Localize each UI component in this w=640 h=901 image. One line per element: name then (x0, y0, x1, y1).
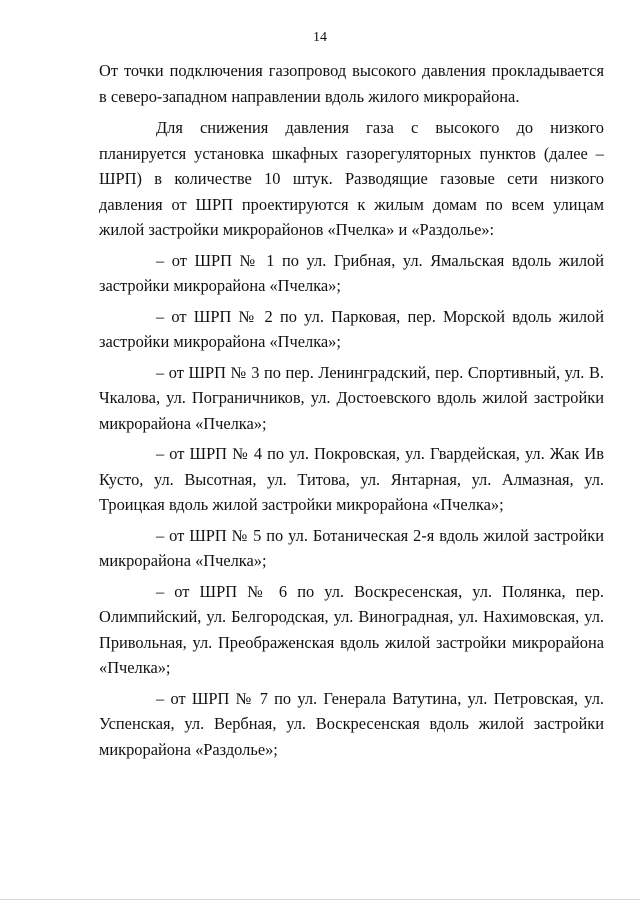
page-number: 14 (313, 30, 327, 45)
document-body (99, 58, 604, 762)
list-item-shrp-5: – от ШРП № 5 по ул. Ботаническая 2-я вдоль жилой застройки микрорайона «Пчелка»; (99, 525, 604, 570)
list-item-shrp-4: – от ШРП № 4 по ул. Покровская, ул. Гвардейская, ул. Жак Ив Кусто, ул. Высотная, ул. Титова, ул. Янтарная, ул. Алмазная, ул. Троицкая вдоль жилой застройки микрорайона «Пчелка»; (99, 444, 604, 514)
list-item-shrp-1: – от ШРП № 1 по ул. Грибная, ул. Ямальская вдоль жилой застройки микрорайона «Пчелка»; (99, 250, 604, 295)
list-item-shrp-6: – от ШРП № 6 по ул. Воскресенская, ул. Полянка, пер. Олимпийский, ул. Белгородская, ул. Виноградная, ул. Нахимовская, ул. Привольная, ул. Преображенская вдоль жилой застройки микрорайона «Пчелка»; (99, 581, 604, 677)
paragraph-pressure-reduction: Для снижения давления газа с высокого до низкого планируется установка шкафных газорегуляторных пунктов (далее – ШРП) в количестве 10 штук. Разводящие газовые сети низкого давления от ШРП проектируются к жилым домам по всем улицам жилой застройки микрорайонов «Пчелка» и «Раздолье»: (99, 118, 604, 239)
scan-edge-divider (0, 899, 640, 900)
paragraph-gas-pipeline-route: От точки подключения газопровод высокого давления прокладывается в северо-западном направлении вдоль жилого микрорайона. (99, 61, 604, 106)
list-item-shrp-3: – от ШРП № 3 по пер. Ленинградский, пер. Спортивный, ул. В. Чкалова, ул. Пограничников, ул. Достоевского вдоль жилой застройки микрорайона «Пчелка»; (99, 362, 604, 433)
list-item-shrp-2: – от ШРП № 2 по ул. Парковая, пер. Морской вдоль жилой застройки микрорайона «Пчелка»; (99, 306, 604, 351)
list-item-shrp-7: – от ШРП № 7 по ул. Генерала Ватутина, ул. Петровская, ул. Успенская, ул. Вербная, ул. Воскресенская вдоль жилой застройки микрорайона «Раздолье»; (99, 688, 604, 759)
